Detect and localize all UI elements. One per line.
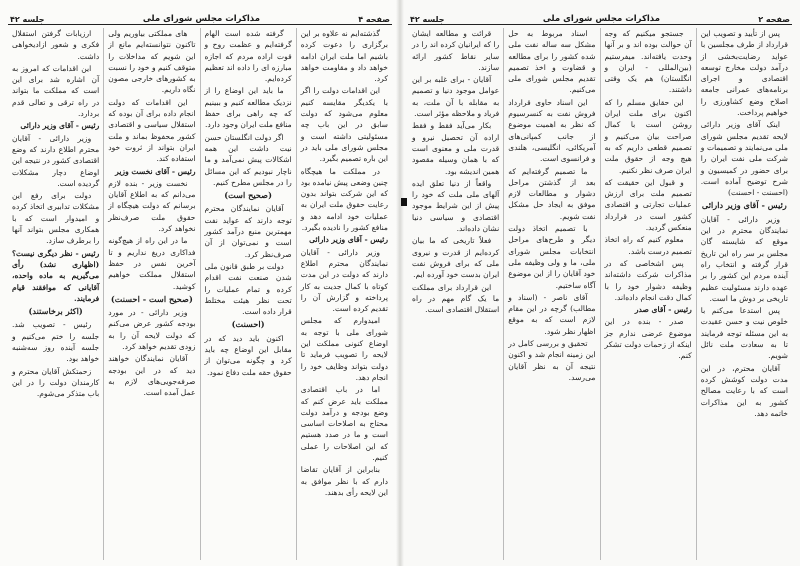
paragraph: آقایان - برای غلبه بر این عوامل موجود دنیا و تصمیم به مقابله با آن ملت، به فریاد و ملاحظه مؤثر است. bbox=[412, 75, 500, 119]
speaker-heading: (اکثر برخاستند) bbox=[28, 306, 83, 317]
text-column bbox=[103, 28, 199, 560]
speaker-heading: رئیس - آقای صدر bbox=[634, 305, 692, 315]
paragraph: اما در باب اقتصادی مملکت باید عرض کنم که وضع بودجه و درآمد دولت محتاج به اصلاحات اساسی است و ما در صدد هستیم که این اصلاحات را عملی کنیم. bbox=[300, 385, 388, 462]
paragraph: و قبول این حقیقت که تصمیم ملت برای ارزش عملیات تجارتی و اقتصادی کشور است در قرارداد منعکس گردید. bbox=[604, 177, 692, 233]
paragraph: ما باید این اوضاع را از نزدیک مطالعه کنیم و ببینیم که چه راهی برای حفظ منافع ملت ایران وجود دارد. bbox=[204, 86, 292, 130]
paragraph: ارزیابات گرفتن استقلال فکری و شعور ازادیخواهی داشت. bbox=[12, 29, 100, 61]
text-column bbox=[503, 28, 599, 560]
speaker-heading: رئیس - نظر دیگری نیست؟ (اظهاری نشد) رأی می‌گیریم به ماده واحده، آقایانی که موافقند قیام فرمایند. bbox=[12, 248, 100, 303]
text-column bbox=[296, 28, 392, 560]
text-column bbox=[200, 28, 296, 560]
page-fold bbox=[396, 0, 404, 566]
paragraph: ما در این راه از هیچ‌گونه فداکاری دریغ نداریم و تا آخرین نفس در حفظ استقلال مملکت خواهیم کوشید. bbox=[108, 236, 196, 291]
paragraph: پس از تأیید و تصویب این قرارداد از طرف مجلسین با عواید رضایت‌بخشی از درآمد دولت مخارج توسعه اقتصادی و اجرای برنامه‌های عمرانی جامعه اصلاح وضع کشاورزی را خواهیم پرداخت. bbox=[700, 29, 788, 118]
paragraph: رئیس - تصویب شد. جلسه را ختم می‌کنیم و جلسه آینده روز سه‌شنبه خواهد بود. bbox=[12, 320, 100, 364]
page-number: صفحه ۴ bbox=[358, 15, 390, 24]
paragraph: واقعاً از دنیا تعلق ایده آلهای ملی ملت که خود را پیش از این شرایط موجود اقتصادی و سیاسی دنیا نشان داده‌اند. bbox=[412, 178, 500, 234]
speaker-heading: (صحیح است) bbox=[224, 190, 273, 201]
speaker-heading: رئیس - آقای وزیر دارائی bbox=[701, 200, 787, 211]
text-column bbox=[8, 28, 103, 560]
text-column bbox=[696, 28, 792, 560]
speaker-heading: (احسنت) bbox=[231, 319, 265, 330]
paragraph: وزیر دارائی - آقایان محترم اطلاع دارند که وضع اقتصادی کشور در نتیجه این اوضاع دچار مشکلات گردیده است. bbox=[12, 133, 100, 188]
publication-title: مذاکرات مجلس شورای ملی bbox=[542, 14, 660, 24]
paragraph: آقایان محترم، در این مدت دولت کوشش کرده است که با رعایت مصالح کشور به این مذاکرات خاتمه دهد. bbox=[700, 363, 788, 418]
session-number: جلسه ۴۲ bbox=[10, 15, 45, 24]
paragraph: وزیر دارائی - آقایان نمایندگان محترم اطلاع دارند که دولت در این مدت کوتاه با کمال جدیت به کار پرداخته و گزارش آن را تقدیم کرده است. bbox=[300, 247, 388, 314]
paragraph: این قرارداد برای مملکت ما یک گام مهم در راه استقلال اقتصادی است. bbox=[412, 282, 500, 315]
paragraph: این اسناد حاوی قرارداد فروش نفت به کنسرسیوم که نظر به اهمیت موضوع از جانب کمپانی‌های آمریکائی، انگلیسی، هلندی و فرانسوی است. bbox=[508, 97, 596, 164]
paragraph: بکار می‌آید فقط و فقط اراده آن تحصیل نیرو و قدرت ملی و معنوی است که با همان وسیله مقصود همین اندیشه بود. bbox=[412, 121, 500, 176]
paragraph: این اقدامات که امروز به آن اشاره شد برای این است که مملکت ما بتواند در راه ترقی و تعالی قدم بردارد. bbox=[12, 63, 100, 119]
paragraph: اکنون باید دید که در مقابل این اوضاع چه باید کرد و چگونه می‌توان از حقوق حقه ملت دفاع نمود. bbox=[204, 333, 292, 377]
publication-title: مذاکرات مجلس شورای ملی bbox=[142, 14, 260, 24]
paragraph: فعلاً تاریخی که ما بیان کرده‌ایم از قدرت و نیروی ملی که برای فروش نفت ایران بدست خود آورده ایم. bbox=[412, 236, 500, 280]
left-page-header bbox=[10, 8, 390, 24]
paragraph: دولت برای رفع این مشکلات تدابیری اتخاذ کرده و امیدوار است که با همکاری مجلس بتواند آنها را برطرف سازد. bbox=[12, 191, 100, 246]
paragraph: در مملکت ما هیچگاه چنین وضعی پیش نیامده بود که این شرکت بتواند بدون رعایت حقوق ملت ایران به عملیات خود ادامه دهد و منافع کشور را نادیده بگیرد. bbox=[300, 166, 388, 233]
header-rule bbox=[8, 24, 392, 25]
paragraph: این حقایق مسلم را که اکنون برای ملت ایران روشن است با کمال صراحت بیان می‌کنیم و تصمیم قطعی داریم که به هیچ وجه از حقوق ملت ایران صرف نظر نکنیم. bbox=[604, 97, 692, 175]
paragraph: دولت بر طبق قانون ملی شدن صنعت نفت اقدام کرده و تمام عملیات را تحت نظر هیئت مختلط قرار داده است. bbox=[204, 261, 292, 317]
paragraph: های مملکتی بیاوریم ولی تاکنون نتوانسته‌ایم مانع از این شویم که مداخلات را متوقف کنیم و خود را نسبت به کشورهای خارجی مصون نگاه داریم. bbox=[108, 29, 196, 95]
paragraph: وزیر دارائی - در مورد بودجه کشور عرض می‌کنم که دولت لایحه آن را به زودی تقدیم خواهد کرد. bbox=[108, 308, 196, 352]
right-page-columns bbox=[408, 28, 792, 560]
page-number: صفحه ۲ bbox=[758, 15, 790, 24]
paragraph: وزیر دارائی - آقایان نمایندگان محترم در این موقع که شایسته گان مجلس بر سر راه این تاریخ قرار گرفته و انتخاب راه آینده مردم این کشور را بر عهده دارند مسئولیت عظیم تاریخی بر دوش ما است. bbox=[700, 214, 788, 303]
paragraph: پس اشخاصی که در مذاکرات شرکت داشته‌اند وظیفه دشوار خود را با کمال دقت انجام داده‌اند. bbox=[604, 258, 692, 302]
paragraph: قرائت و مطالعه ایشان را که ایرانیان کرده اند را در سایر نقاط کشور ارائه سازند. bbox=[412, 29, 500, 72]
paragraph: ما تصمیم گرفته‌ایم که بعد از گذشتن مراحل دشوار و مطالعات لازم موفق به ایجاد حل مشکل نفت شویم. bbox=[508, 166, 596, 221]
paragraph: نخست وزیر - بنده لازم می‌دانم که به اطلاع آقایان برسانم که دولت هیچگاه از حقوق ملت صرف‌نظر نخواهد کرد. bbox=[108, 178, 196, 234]
header-rule bbox=[408, 24, 792, 25]
paragraph: گذشته‌ایم نه علاوه بر این برگزاری را دعوت کرده باشیم اما ملت ایران ادامه خواهد داد و مقاومت خواهد کرد. bbox=[300, 29, 388, 84]
paragraph: آقایان نمایندگان خواهند دید که در این بودجه صرفه‌جویی‌های لازم به عمل آمده است. bbox=[108, 354, 196, 398]
paragraph: گرفته شده است الهام گرفته‌ایم و عظمت روح و قوت اراده مردم که اجازه مبارزه ای را داده اند تعظیم کرده‌ایم. bbox=[204, 29, 292, 84]
right-page bbox=[400, 0, 800, 566]
paragraph: معلوم کنیم که راه اتخاذ تصمیم درست باشد. bbox=[604, 235, 692, 256]
speaker-heading: رئیس - آقای وزیر دارائی bbox=[20, 121, 100, 131]
paragraph: بنابراین از آقایان تقاضا دارم که با نظر موافق به این لایحه رأی بدهند. bbox=[300, 465, 388, 497]
paragraph: اینک آقای وزیر دارائی لایحه تقدیم مجلس شورای ملی می‌نمایند و تصمیمات و شرکت ملی نفت ایران را برای حضور در کمیسیون و شرح توضیح آماده است. (احسنت - احسنت) bbox=[700, 120, 788, 198]
paragraph: جستجو میکنیم که وجه آن حوالت بوده اند و بر آنها وحدت یافته‌اند. میفرستیم (بین‌المللی - ایران و انگلستان) هم یک وقتی داشتند. bbox=[604, 29, 692, 95]
paragraph: امیدوارم که مجلس شورای ملی با توجه به اوضاع کنونی مملکت این لایحه را تصویب فرماید تا دولت بتواند وظایف خود را انجام دهد. bbox=[300, 316, 388, 382]
paragraph: این اقدامات که دولت انجام داده برای آن بوده که استقلال سیاسی و اقتصادی کشور محفوظ بماند و ملت ایران بتواند از ثروت خود استفاده کند. bbox=[108, 97, 196, 164]
paragraph: آقایان نمایندگان محترم توجه دارند که عواید نفت مهمترین منبع درآمد کشور است و نمی‌توان از آن صرف‌نظر کرد. bbox=[204, 204, 292, 259]
text-column bbox=[600, 28, 696, 560]
paragraph: اسناد مربوط به حل مشکل سه ساله نفت ملی شده کشور را برای مطالعه و قضاوت و اخذ تصمیم تقدیم مجلس شورای ملی می‌کنیم. bbox=[508, 29, 596, 95]
right-page-header bbox=[410, 8, 790, 24]
paragraph: صدر - بنده در این موضوع عرضی ندارم جز اینکه از زحمات دولت تشکر کنم. bbox=[604, 317, 692, 361]
speaker-heading: رئیس - آقای وزیر دارائی bbox=[309, 235, 388, 245]
paragraph: پس استدعا می‌کنم با خلوص نیت و حسن عقیدت به این مسئله توجه فرمایند تا به سعادت ملت نائل شویم. bbox=[700, 306, 788, 361]
paragraph: زحمتکش آقایان محترم و کارمندان دولت را در این باب متذکر می‌شوم. bbox=[12, 366, 100, 399]
paragraph: با تصمیم اتخاذ دولت دیگر و طرح‌های مراحل انتخابات مجلس شورای ملی، ما و ولی وظیفه ملی خود آقایان را از این موضوع آگاه ساختیم. bbox=[508, 224, 596, 290]
paragraph: اگر دولت انگلستان حسن نیت داشت این همه اشکالات پیش نمی‌آمد و ما ناچار نبودیم که این مسائل را در مجلس مطرح کنیم. bbox=[204, 132, 292, 187]
session-number: جلسه ۴۲ bbox=[410, 15, 445, 24]
speaker-heading: (صحیح است - احسنت) bbox=[110, 293, 193, 304]
left-page-columns bbox=[8, 28, 392, 560]
text-column bbox=[408, 28, 503, 560]
binding-mark bbox=[401, 198, 407, 206]
paragraph: این اقدامات دولت را اگر با یکدیگر مقایسه کنیم معلوم می‌شود که دولت سابق در این باب چه مسئولیتی داشته است و مجلس شورای ملی باید در این باره تصمیم بگیرد. bbox=[300, 86, 388, 164]
paragraph: تحقیق و بررسی کامل در این زمینه انجام شد و اکنون نتیجه آن به نظر آقایان می‌رسد. bbox=[508, 339, 596, 382]
speaker-heading: رئیس - آقای نخست وزیر bbox=[115, 166, 196, 176]
paragraph: آقای ناصر - (اسناد و مطالب) گرچه در این مقام لازم است که به موقع اظهار نظر شود. bbox=[508, 292, 596, 336]
